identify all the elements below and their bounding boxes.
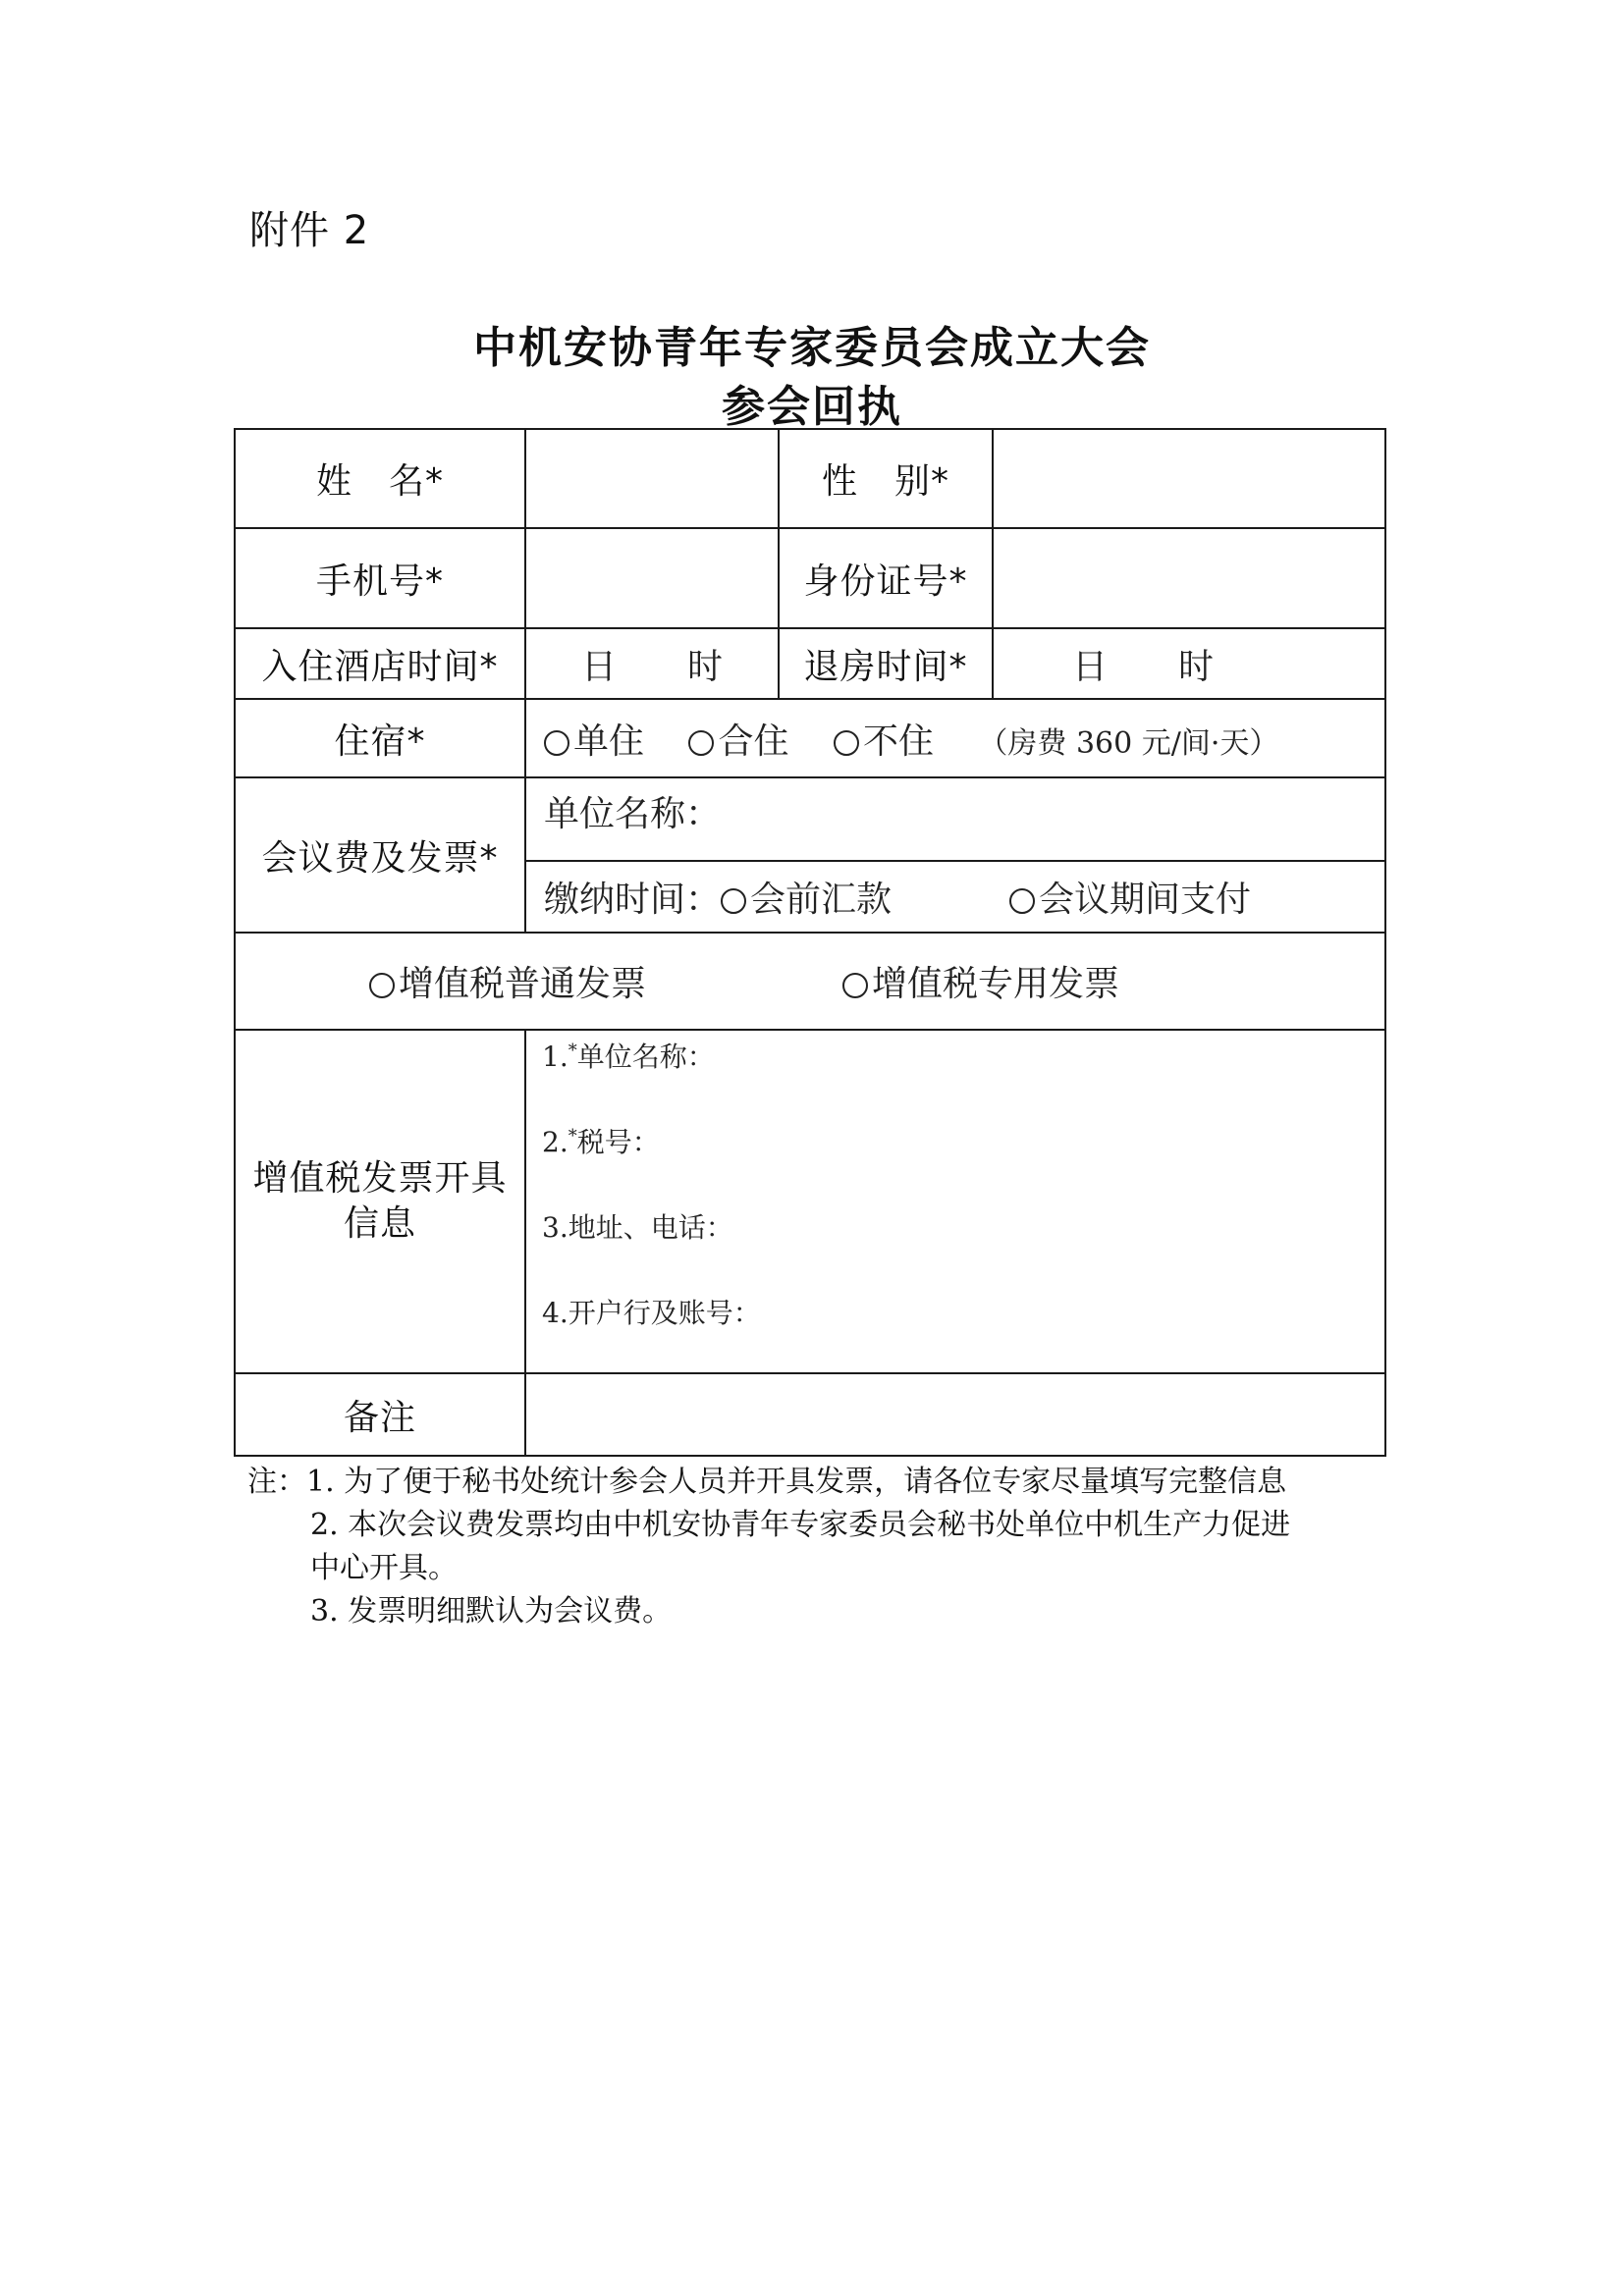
lodging-price-note: （房费 360 元/间·天） (978, 725, 1279, 761)
note-line-1: 注：1. 为了便于秘书处统计参会人员并开具发票，请各位专家尽量填写完整信息 (247, 1465, 1287, 1499)
note-line-3: 中心开具。 (310, 1551, 458, 1585)
invoice-item-tax-id: 2.*税号： (542, 1126, 660, 1158)
checkout-day-hour: 日 时 (1072, 646, 1215, 687)
fee-label-cell (235, 777, 525, 933)
radio-circle-icon (688, 730, 714, 756)
invoice-item-address: 3.地址、电话： (542, 1211, 733, 1244)
invoice-type-normal[interactable]: 增值税普通发票 (369, 964, 646, 1004)
remarks-label: 备注 (343, 1397, 416, 1438)
note-line-2: 2. 本次会议费发票均由中机安协青年专家委员会秘书处单位中机生产力促进 (310, 1508, 1291, 1542)
radio-circle-icon (834, 730, 859, 756)
checkin-label-cell (235, 628, 525, 699)
checkin-label: 入住酒店时间* (261, 646, 499, 687)
phone-label-cell (235, 528, 525, 628)
remarks-input-cell[interactable] (525, 1373, 1385, 1456)
radio-circle-icon (721, 888, 746, 914)
checkout-time-cell[interactable] (993, 628, 1385, 699)
radio-circle-icon (544, 730, 569, 756)
pay-option-during[interactable]: 会议期间支付 (1009, 880, 1251, 920)
phone-label: 手机号* (315, 561, 444, 602)
gender-input-cell[interactable] (993, 429, 1385, 528)
id-number-label: 身份证号* (803, 561, 968, 602)
phone-input-cell[interactable] (525, 528, 779, 628)
checkout-label-cell (779, 628, 993, 699)
invoice-type-special[interactable]: 增值税专用发票 (842, 964, 1119, 1004)
attachment-label: 附件 2 (249, 208, 370, 253)
name-label-cell (235, 429, 525, 528)
invoice-type-cell (235, 933, 1385, 1030)
invoice-item-unit: 1.*单位名称： (542, 1041, 715, 1073)
invoice-info-label: 增值税发票开具 (252, 1158, 508, 1199)
invoice-info-label-2: 信息 (343, 1203, 416, 1244)
checkin-day-hour: 日 时 (580, 646, 723, 687)
checkin-time-cell[interactable] (525, 628, 779, 699)
lodging-option-single[interactable]: 单住 (544, 721, 644, 762)
lodging-option-shared[interactable]: 合住 (688, 721, 788, 762)
radio-circle-icon (369, 973, 395, 998)
checkout-label: 退房时间* (803, 646, 968, 687)
fee-invoice-label: 会议费及发票* (261, 837, 499, 879)
gender-label: 性 别* (821, 461, 949, 502)
form-subtitle: 参会回执 (722, 382, 902, 432)
gender-label-cell (779, 429, 993, 528)
radio-circle-icon (842, 973, 868, 998)
lodging-options-cell (525, 699, 1385, 777)
name-label: 姓 名* (315, 461, 444, 502)
invoice-info-cell[interactable] (525, 1030, 1385, 1373)
id-label-cell (779, 528, 993, 628)
lodging-label: 住宿* (334, 721, 426, 762)
payment-time-label: 缴纳时间： (544, 880, 722, 920)
pay-option-before[interactable]: 会前汇款 (721, 880, 892, 920)
registration-form-table (234, 428, 1386, 1457)
id-input-cell[interactable] (993, 528, 1385, 628)
radio-circle-icon (1009, 888, 1035, 914)
invoice-item-bank: 4.开户行及账号： (542, 1297, 761, 1329)
form-title: 中机安协青年专家委员会成立大会 (473, 323, 1151, 373)
unit-name-label: 单位名称： (544, 794, 722, 834)
unit-name-cell[interactable] (525, 777, 1385, 861)
notes-section (247, 1461, 1416, 1633)
payment-time-cell (525, 861, 1385, 933)
name-input-cell[interactable] (525, 429, 779, 528)
note-line-4: 3. 发票明细默认为会议费。 (310, 1594, 673, 1629)
lodging-option-none[interactable]: 不住 (834, 721, 934, 762)
lodging-label-cell (235, 699, 525, 777)
remarks-label-cell (235, 1373, 525, 1456)
invoice-info-label-cell (235, 1030, 525, 1373)
